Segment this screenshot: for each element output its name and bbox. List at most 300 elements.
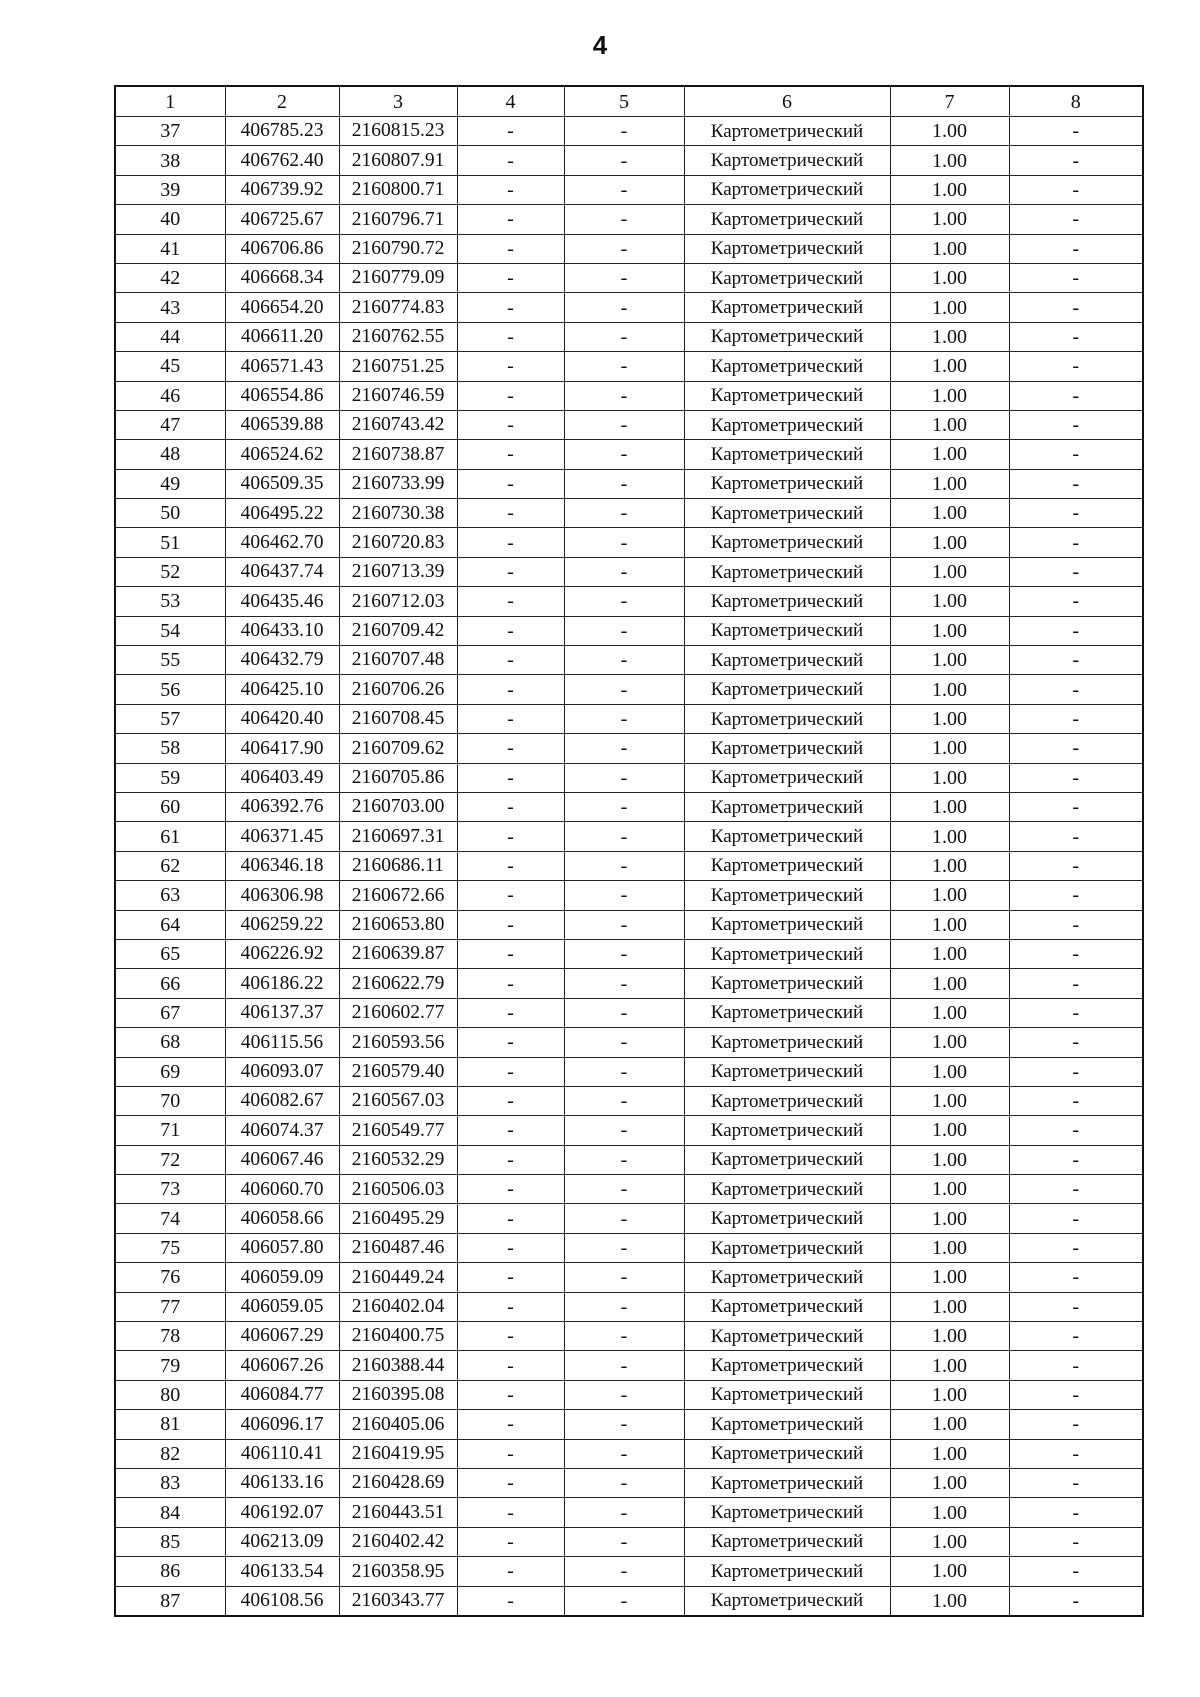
coordinates-table: [114, 85, 1144, 1617]
cell-point-number: 58: [115, 734, 225, 763]
cell-method: Картометрический: [684, 1028, 890, 1057]
cell-point-number: 67: [115, 998, 225, 1027]
cell-col-4-value: -: [457, 646, 564, 675]
cell-y-coordinate: 2160720.83: [339, 528, 457, 557]
table-row: [115, 263, 1143, 292]
cell-col-5-value: -: [564, 1175, 684, 1204]
cell-x-coordinate: 406417.90: [225, 734, 339, 763]
cell-col-8-value: -: [1009, 528, 1143, 557]
cell-col-5-value: -: [564, 146, 684, 175]
cell-col-4-value: -: [457, 969, 564, 998]
cell-col-4-value: -: [457, 1028, 564, 1057]
cell-method: Картометрический: [684, 1263, 890, 1292]
cell-y-coordinate: 2160506.03: [339, 1175, 457, 1204]
cell-col-5-value: -: [564, 587, 684, 616]
cell-point-number: 78: [115, 1322, 225, 1351]
table-row: [115, 1175, 1143, 1204]
cell-point-number: 39: [115, 175, 225, 204]
cell-col-4-value: -: [457, 146, 564, 175]
cell-method: Картометрический: [684, 1557, 890, 1586]
cell-y-coordinate: 2160709.62: [339, 734, 457, 763]
cell-accuracy: 1.00: [890, 910, 1009, 939]
cell-y-coordinate: 2160807.91: [339, 146, 457, 175]
cell-accuracy: 1.00: [890, 881, 1009, 910]
cell-col-5-value: -: [564, 440, 684, 469]
cell-col-8-value: -: [1009, 763, 1143, 792]
cell-col-4-value: -: [457, 1233, 564, 1262]
cell-col-8-value: -: [1009, 234, 1143, 263]
cell-accuracy: 1.00: [890, 381, 1009, 410]
cell-col-8-value: -: [1009, 410, 1143, 439]
cell-col-4-value: -: [457, 499, 564, 528]
cell-col-5-value: -: [564, 1322, 684, 1351]
cell-accuracy: 1.00: [890, 792, 1009, 821]
cell-x-coordinate: 406259.22: [225, 910, 339, 939]
cell-col-8-value: -: [1009, 1292, 1143, 1321]
table-row: [115, 998, 1143, 1027]
cell-point-number: 86: [115, 1557, 225, 1586]
cell-col-4-value: -: [457, 704, 564, 733]
cell-accuracy: 1.00: [890, 1498, 1009, 1527]
cell-accuracy: 1.00: [890, 117, 1009, 146]
cell-point-number: 66: [115, 969, 225, 998]
cell-y-coordinate: 2160622.79: [339, 969, 457, 998]
cell-x-coordinate: 406133.16: [225, 1468, 339, 1497]
cell-y-coordinate: 2160388.44: [339, 1351, 457, 1380]
cell-col-8-value: -: [1009, 1557, 1143, 1586]
cell-point-number: 49: [115, 469, 225, 498]
cell-x-coordinate: 406084.77: [225, 1380, 339, 1409]
table-row: [115, 440, 1143, 469]
cell-x-coordinate: 406495.22: [225, 499, 339, 528]
cell-y-coordinate: 2160443.51: [339, 1498, 457, 1527]
cell-x-coordinate: 406115.56: [225, 1028, 339, 1057]
cell-col-5-value: -: [564, 675, 684, 704]
cell-col-4-value: -: [457, 1292, 564, 1321]
cell-accuracy: 1.00: [890, 469, 1009, 498]
cell-x-coordinate: 406067.26: [225, 1351, 339, 1380]
cell-accuracy: 1.00: [890, 1439, 1009, 1468]
cell-accuracy: 1.00: [890, 969, 1009, 998]
cell-point-number: 82: [115, 1439, 225, 1468]
table-row: [115, 969, 1143, 998]
cell-accuracy: 1.00: [890, 1380, 1009, 1409]
cell-method: Картометрический: [684, 1498, 890, 1527]
cell-col-8-value: -: [1009, 1028, 1143, 1057]
cell-accuracy: 1.00: [890, 1527, 1009, 1556]
cell-y-coordinate: 2160707.48: [339, 646, 457, 675]
cell-point-number: 41: [115, 234, 225, 263]
cell-accuracy: 1.00: [890, 1586, 1009, 1616]
cell-method: Картометрический: [684, 146, 890, 175]
cell-col-8-value: -: [1009, 1586, 1143, 1616]
cell-col-5-value: -: [564, 1116, 684, 1145]
cell-x-coordinate: 406346.18: [225, 851, 339, 880]
cell-point-number: 54: [115, 616, 225, 645]
cell-accuracy: 1.00: [890, 440, 1009, 469]
cell-method: Картометрический: [684, 322, 890, 351]
cell-y-coordinate: 2160672.66: [339, 881, 457, 910]
table-row: [115, 1086, 1143, 1115]
cell-x-coordinate: 406462.70: [225, 528, 339, 557]
col-header-5: 5: [564, 86, 684, 117]
cell-col-4-value: -: [457, 410, 564, 439]
cell-col-4-value: -: [457, 205, 564, 234]
cell-col-5-value: -: [564, 763, 684, 792]
cell-y-coordinate: 2160402.42: [339, 1527, 457, 1556]
cell-col-8-value: -: [1009, 1233, 1143, 1262]
cell-col-4-value: -: [457, 675, 564, 704]
cell-accuracy: 1.00: [890, 1351, 1009, 1380]
cell-col-4-value: -: [457, 1410, 564, 1439]
cell-accuracy: 1.00: [890, 322, 1009, 351]
cell-accuracy: 1.00: [890, 234, 1009, 263]
cell-point-number: 63: [115, 881, 225, 910]
cell-method: Картометрический: [684, 1292, 890, 1321]
cell-accuracy: 1.00: [890, 704, 1009, 733]
table-row: [115, 205, 1143, 234]
cell-y-coordinate: 2160790.72: [339, 234, 457, 263]
cell-y-coordinate: 2160746.59: [339, 381, 457, 410]
cell-col-5-value: -: [564, 322, 684, 351]
cell-col-4-value: -: [457, 1086, 564, 1115]
cell-method: Картометрический: [684, 410, 890, 439]
cell-col-8-value: -: [1009, 1322, 1143, 1351]
cell-point-number: 70: [115, 1086, 225, 1115]
cell-col-5-value: -: [564, 734, 684, 763]
cell-method: Картометрический: [684, 557, 890, 586]
cell-col-4-value: -: [457, 1116, 564, 1145]
cell-accuracy: 1.00: [890, 939, 1009, 968]
cell-method: Картометрический: [684, 734, 890, 763]
cell-col-4-value: -: [457, 469, 564, 498]
table-row: [115, 910, 1143, 939]
table-row: [115, 675, 1143, 704]
cell-point-number: 73: [115, 1175, 225, 1204]
cell-col-5-value: -: [564, 851, 684, 880]
cell-col-4-value: -: [457, 998, 564, 1027]
cell-col-4-value: -: [457, 1175, 564, 1204]
cell-col-8-value: -: [1009, 1145, 1143, 1174]
cell-y-coordinate: 2160395.08: [339, 1380, 457, 1409]
table-row: [115, 146, 1143, 175]
cell-col-8-value: -: [1009, 263, 1143, 292]
cell-col-4-value: -: [457, 587, 564, 616]
table-row: [115, 352, 1143, 381]
cell-col-4-value: -: [457, 763, 564, 792]
cell-point-number: 62: [115, 851, 225, 880]
table-row: [115, 704, 1143, 733]
cell-x-coordinate: 406571.43: [225, 352, 339, 381]
cell-col-4-value: -: [457, 1057, 564, 1086]
cell-y-coordinate: 2160428.69: [339, 1468, 457, 1497]
table-row: [115, 381, 1143, 410]
table-row: [115, 851, 1143, 880]
cell-x-coordinate: 406403.49: [225, 763, 339, 792]
cell-y-coordinate: 2160774.83: [339, 293, 457, 322]
col-header-3: 3: [339, 86, 457, 117]
cell-accuracy: 1.00: [890, 1263, 1009, 1292]
cell-point-number: 53: [115, 587, 225, 616]
cell-col-4-value: -: [457, 117, 564, 146]
cell-col-4-value: -: [457, 1145, 564, 1174]
cell-col-5-value: -: [564, 1439, 684, 1468]
cell-x-coordinate: 406432.79: [225, 646, 339, 675]
cell-col-5-value: -: [564, 616, 684, 645]
cell-col-5-value: -: [564, 1028, 684, 1057]
cell-method: Картометрический: [684, 1527, 890, 1556]
cell-col-5-value: -: [564, 528, 684, 557]
table-row: [115, 1439, 1143, 1468]
cell-accuracy: 1.00: [890, 1086, 1009, 1115]
cell-col-8-value: -: [1009, 146, 1143, 175]
cell-x-coordinate: 406706.86: [225, 234, 339, 263]
cell-y-coordinate: 2160713.39: [339, 557, 457, 586]
cell-x-coordinate: 406192.07: [225, 1498, 339, 1527]
cell-col-5-value: -: [564, 469, 684, 498]
cell-x-coordinate: 406059.05: [225, 1292, 339, 1321]
cell-accuracy: 1.00: [890, 1204, 1009, 1233]
cell-point-number: 40: [115, 205, 225, 234]
cell-method: Картометрический: [684, 1204, 890, 1233]
cell-col-5-value: -: [564, 1086, 684, 1115]
page-number: 4: [592, 30, 608, 60]
col-header-1: 1: [115, 86, 225, 117]
table-row: [115, 587, 1143, 616]
cell-x-coordinate: 406213.09: [225, 1527, 339, 1556]
cell-col-5-value: -: [564, 1498, 684, 1527]
cell-accuracy: 1.00: [890, 763, 1009, 792]
cell-point-number: 55: [115, 646, 225, 675]
cell-method: Картометрический: [684, 352, 890, 381]
table-body: [115, 117, 1143, 1616]
cell-col-8-value: -: [1009, 998, 1143, 1027]
cell-method: Картометрический: [684, 616, 890, 645]
cell-accuracy: 1.00: [890, 499, 1009, 528]
cell-point-number: 83: [115, 1468, 225, 1497]
cell-y-coordinate: 2160686.11: [339, 851, 457, 880]
cell-point-number: 71: [115, 1116, 225, 1145]
cell-col-4-value: -: [457, 234, 564, 263]
cell-col-8-value: -: [1009, 499, 1143, 528]
cell-x-coordinate: 406392.76: [225, 792, 339, 821]
cell-col-8-value: -: [1009, 704, 1143, 733]
table-row: [115, 410, 1143, 439]
cell-col-5-value: -: [564, 1351, 684, 1380]
cell-accuracy: 1.00: [890, 352, 1009, 381]
cell-accuracy: 1.00: [890, 1116, 1009, 1145]
cell-col-5-value: -: [564, 293, 684, 322]
cell-y-coordinate: 2160567.03: [339, 1086, 457, 1115]
cell-y-coordinate: 2160779.09: [339, 263, 457, 292]
cell-col-8-value: -: [1009, 969, 1143, 998]
cell-col-4-value: -: [457, 528, 564, 557]
cell-x-coordinate: 406611.20: [225, 322, 339, 351]
cell-point-number: 75: [115, 1233, 225, 1262]
cell-col-4-value: -: [457, 1380, 564, 1409]
cell-y-coordinate: 2160743.42: [339, 410, 457, 439]
cell-col-5-value: -: [564, 234, 684, 263]
cell-col-8-value: -: [1009, 293, 1143, 322]
cell-col-8-value: -: [1009, 616, 1143, 645]
cell-point-number: 47: [115, 410, 225, 439]
cell-accuracy: 1.00: [890, 587, 1009, 616]
cell-col-4-value: -: [457, 881, 564, 910]
col-header-4: 4: [457, 86, 564, 117]
cell-col-4-value: -: [457, 822, 564, 851]
table-row: [115, 322, 1143, 351]
cell-y-coordinate: 2160402.04: [339, 1292, 457, 1321]
cell-col-5-value: -: [564, 499, 684, 528]
cell-point-number: 59: [115, 763, 225, 792]
cell-x-coordinate: 406082.67: [225, 1086, 339, 1115]
cell-col-5-value: -: [564, 1380, 684, 1409]
cell-col-4-value: -: [457, 1527, 564, 1556]
cell-col-8-value: -: [1009, 939, 1143, 968]
cell-col-8-value: -: [1009, 1351, 1143, 1380]
cell-col-8-value: -: [1009, 675, 1143, 704]
cell-col-5-value: -: [564, 1557, 684, 1586]
cell-col-4-value: -: [457, 1322, 564, 1351]
cell-point-number: 43: [115, 293, 225, 322]
cell-method: Картометрический: [684, 1086, 890, 1115]
cell-col-5-value: -: [564, 1527, 684, 1556]
cell-y-coordinate: 2160593.56: [339, 1028, 457, 1057]
table-row: [115, 1292, 1143, 1321]
cell-point-number: 52: [115, 557, 225, 586]
cell-col-4-value: -: [457, 1557, 564, 1586]
cell-accuracy: 1.00: [890, 1322, 1009, 1351]
cell-point-number: 60: [115, 792, 225, 821]
cell-point-number: 87: [115, 1586, 225, 1616]
table-row: [115, 175, 1143, 204]
table-row: [115, 1498, 1143, 1527]
cell-col-5-value: -: [564, 205, 684, 234]
cell-method: Картометрический: [684, 1468, 890, 1497]
cell-accuracy: 1.00: [890, 734, 1009, 763]
cell-col-8-value: -: [1009, 1116, 1143, 1145]
cell-method: Картометрический: [684, 499, 890, 528]
cell-x-coordinate: 406739.92: [225, 175, 339, 204]
cell-method: Картометрический: [684, 1586, 890, 1616]
cell-col-8-value: -: [1009, 322, 1143, 351]
cell-col-5-value: -: [564, 881, 684, 910]
cell-accuracy: 1.00: [890, 1028, 1009, 1057]
cell-point-number: 64: [115, 910, 225, 939]
cell-col-5-value: -: [564, 1468, 684, 1497]
cell-method: Картометрический: [684, 763, 890, 792]
cell-accuracy: 1.00: [890, 175, 1009, 204]
cell-col-4-value: -: [457, 293, 564, 322]
cell-x-coordinate: 406437.74: [225, 557, 339, 586]
cell-point-number: 72: [115, 1145, 225, 1174]
cell-method: Картометрический: [684, 263, 890, 292]
cell-point-number: 65: [115, 939, 225, 968]
cell-col-4-value: -: [457, 616, 564, 645]
cell-col-8-value: -: [1009, 381, 1143, 410]
cell-col-8-value: -: [1009, 1086, 1143, 1115]
cell-col-4-value: -: [457, 1468, 564, 1497]
cell-method: Картометрический: [684, 646, 890, 675]
cell-y-coordinate: 2160815.23: [339, 117, 457, 146]
table-row: [115, 1233, 1143, 1262]
cell-x-coordinate: 406074.37: [225, 1116, 339, 1145]
cell-x-coordinate: 406420.40: [225, 704, 339, 733]
cell-x-coordinate: 406060.70: [225, 1175, 339, 1204]
cell-point-number: 68: [115, 1028, 225, 1057]
table-row: [115, 822, 1143, 851]
table-row: [115, 469, 1143, 498]
cell-col-4-value: -: [457, 322, 564, 351]
cell-accuracy: 1.00: [890, 1145, 1009, 1174]
cell-x-coordinate: 406725.67: [225, 205, 339, 234]
cell-x-coordinate: 406059.09: [225, 1263, 339, 1292]
cell-col-8-value: -: [1009, 1410, 1143, 1439]
cell-y-coordinate: 2160400.75: [339, 1322, 457, 1351]
table-row: [115, 117, 1143, 146]
cell-col-8-value: -: [1009, 851, 1143, 880]
cell-accuracy: 1.00: [890, 616, 1009, 645]
cell-method: Картометрический: [684, 234, 890, 263]
cell-x-coordinate: 406371.45: [225, 822, 339, 851]
cell-x-coordinate: 406226.92: [225, 939, 339, 968]
cell-col-8-value: -: [1009, 910, 1143, 939]
cell-col-5-value: -: [564, 969, 684, 998]
cell-y-coordinate: 2160449.24: [339, 1263, 457, 1292]
cell-method: Картометрический: [684, 381, 890, 410]
cell-y-coordinate: 2160738.87: [339, 440, 457, 469]
cell-col-8-value: -: [1009, 792, 1143, 821]
cell-accuracy: 1.00: [890, 851, 1009, 880]
cell-accuracy: 1.00: [890, 1557, 1009, 1586]
cell-x-coordinate: 406186.22: [225, 969, 339, 998]
cell-point-number: 84: [115, 1498, 225, 1527]
cell-method: Картометрический: [684, 1175, 890, 1204]
cell-point-number: 76: [115, 1263, 225, 1292]
cell-col-8-value: -: [1009, 881, 1143, 910]
cell-x-coordinate: 406096.17: [225, 1410, 339, 1439]
cell-accuracy: 1.00: [890, 646, 1009, 675]
cell-col-5-value: -: [564, 117, 684, 146]
cell-method: Картометрический: [684, 1410, 890, 1439]
table-row: [115, 1557, 1143, 1586]
cell-col-4-value: -: [457, 734, 564, 763]
cell-method: Картометрический: [684, 851, 890, 880]
table-row: [115, 1204, 1143, 1233]
cell-method: Картометрический: [684, 792, 890, 821]
cell-point-number: 56: [115, 675, 225, 704]
table-row: [115, 1145, 1143, 1174]
cell-col-8-value: -: [1009, 1263, 1143, 1292]
cell-point-number: 51: [115, 528, 225, 557]
cell-y-coordinate: 2160800.71: [339, 175, 457, 204]
cell-method: Картометрический: [684, 1116, 890, 1145]
cell-point-number: 45: [115, 352, 225, 381]
table-row: [115, 1468, 1143, 1497]
cell-col-4-value: -: [457, 557, 564, 586]
cell-col-5-value: -: [564, 1204, 684, 1233]
cell-point-number: 50: [115, 499, 225, 528]
cell-col-5-value: -: [564, 998, 684, 1027]
cell-col-5-value: -: [564, 175, 684, 204]
cell-x-coordinate: 406058.66: [225, 1204, 339, 1233]
cell-method: Картометрический: [684, 175, 890, 204]
table-row: [115, 939, 1143, 968]
cell-y-coordinate: 2160706.26: [339, 675, 457, 704]
cell-col-8-value: -: [1009, 352, 1143, 381]
cell-x-coordinate: 406057.80: [225, 1233, 339, 1262]
cell-col-8-value: -: [1009, 1204, 1143, 1233]
